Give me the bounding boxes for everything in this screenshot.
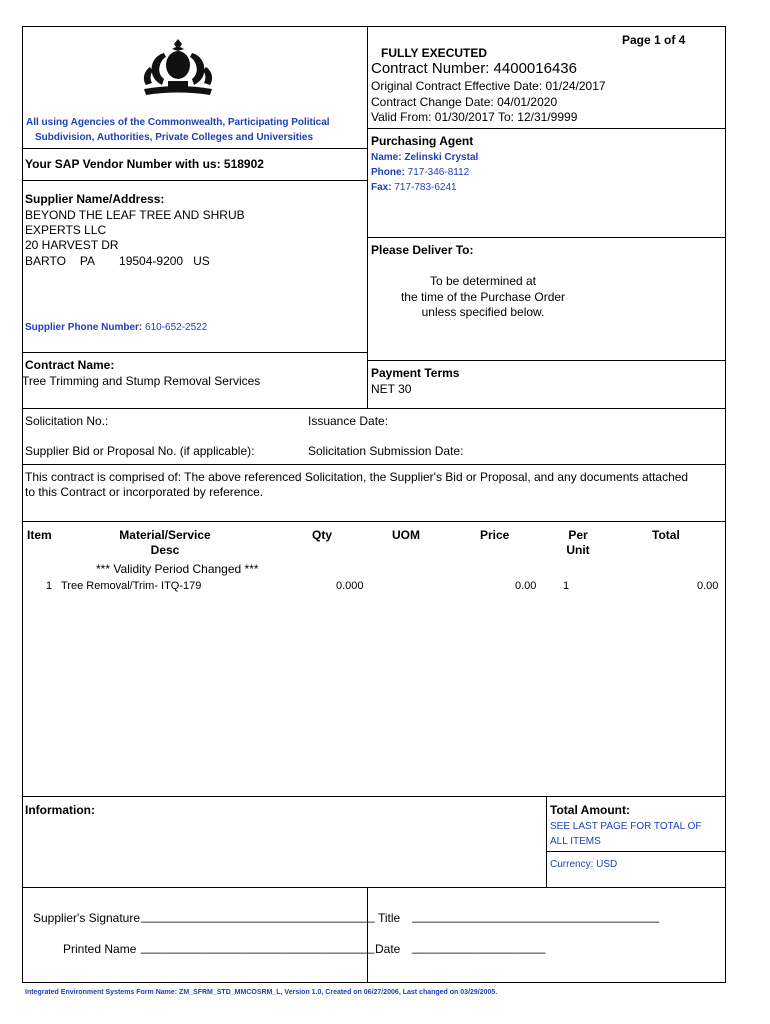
divider-right-1 (367, 128, 726, 129)
divider-signature-top (22, 887, 726, 888)
col-total-header: Total (652, 528, 680, 542)
divider-solicitation (22, 408, 726, 409)
agent-phone-value: 717-346-8112 (407, 167, 470, 178)
agencies-line-2: Subdivision, Authorities, Private Colleges and Universities (35, 132, 314, 143)
sap-vendor-number: Your SAP Vendor Number with us: 518902 (25, 157, 264, 171)
divider-items-top (22, 521, 726, 522)
row-per: 1 (563, 580, 570, 592)
validity-note: *** Validity Period Changed *** (96, 562, 259, 576)
comprised-line-2: to this Contract or incorporated by reference. (25, 485, 264, 499)
deliver-line-1: To be determined at (429, 274, 537, 288)
printed-name-label: Printed Name (63, 942, 137, 956)
divider-right-3 (367, 360, 726, 361)
table-row (0, 580, 770, 596)
col-per-header-1: Per (568, 528, 588, 542)
agencies-line-1: All using Agencies of the Commonwealth, Participating Political (26, 117, 330, 128)
supplier-phone-label: Supplier Phone Number: (25, 322, 143, 333)
agent-phone-label: Phone: (371, 167, 405, 178)
supplier-heading: Supplier Name/Address: (25, 192, 165, 206)
deliver-line-2: the time of the Purchase Order (400, 290, 566, 304)
date-label: Date (375, 942, 401, 956)
solicitation-no-label: Solicitation No.: (25, 414, 109, 428)
divider-signature-center (367, 887, 368, 983)
comprised-line-1: This contract is comprised of: The above referenced Solicitation, the Supplier's Bid or Proposal, and any documents attached (25, 470, 689, 484)
supplier-zip: 19504-9200 (119, 254, 184, 268)
supplier-phone (25, 322, 207, 333)
form-footer: Integrated Environment Systems Form Name: ZM_SFRM_STD_MMCOSRM_L, Version 1.0, Created on 06/27/2006, Last changed on 03/29/2005. (25, 989, 498, 996)
date-field[interactable]: ____________________ (412, 940, 546, 954)
divider-left-3 (22, 352, 368, 353)
page-number: Page 1 of 4 (622, 33, 686, 47)
divider-left-1 (22, 148, 368, 149)
bid-proposal-label: Supplier Bid or Proposal No. (if applicable): (25, 444, 255, 458)
divider-center-upper (367, 26, 368, 408)
col-uom-header: UOM (392, 528, 420, 542)
divider-info-top (22, 796, 726, 797)
row-total: 0.00 (697, 580, 719, 592)
supplier-signature-label: Supplier's Signature (33, 911, 141, 925)
total-amount-line-1: SEE LAST PAGE FOR TOTAL OF (550, 821, 702, 832)
information-label: Information: (25, 803, 95, 817)
divider-total-box (546, 796, 547, 888)
row-price: 0.00 (515, 580, 537, 592)
col-desc-header-1: Material/Service (119, 528, 211, 542)
deliver-heading: Please Deliver To: (371, 243, 474, 257)
col-per-header-2: Unit (566, 543, 590, 557)
supplier-country: US (193, 254, 210, 268)
col-qty-header: Qty (312, 528, 333, 542)
contract-number: Contract Number: 4400016436 (371, 60, 577, 77)
valid-range: Valid From: 01/30/2017 To: 12/31/9999 (371, 110, 578, 124)
col-desc-header-2: Desc (150, 543, 180, 557)
supplier-city: BARTO (25, 254, 66, 268)
issuance-date-label: Issuance Date: (308, 414, 389, 428)
printed-name-field[interactable]: ___________________________________ (141, 940, 375, 954)
divider-left-2 (22, 180, 368, 181)
row-desc: Tree Removal/Trim- ITQ-179 (61, 580, 202, 592)
supplier-line-1: BEYOND THE LEAF TREE AND SHRUB (25, 208, 245, 222)
contract-change-date: Contract Change Date: 04/01/2020 (371, 95, 558, 109)
agent-phone (371, 167, 469, 178)
border-right (725, 26, 726, 983)
col-price-header: Price (480, 528, 510, 542)
supplier-line-3: 20 HARVEST DR (25, 238, 119, 252)
contract-name-value: Tree Trimming and Stump Removal Services (22, 374, 261, 388)
divider-comprised (22, 464, 726, 465)
supplier-signature-field[interactable]: ___________________________________ (141, 909, 375, 923)
title-field[interactable]: _____________________________________ (412, 909, 659, 923)
agent-name (371, 152, 478, 163)
border-bottom (22, 982, 726, 983)
supplier-city-line (25, 254, 210, 268)
col-item-header: Item (27, 528, 52, 542)
divider-right-2 (367, 237, 726, 238)
supplier-phone-value: 610-652-2522 (145, 322, 208, 333)
purchasing-agent-heading: Purchasing Agent (371, 134, 474, 148)
agent-name-label: Name: (371, 152, 402, 163)
submission-date-label: Solicitation Submission Date: (308, 444, 464, 458)
border-left (22, 26, 23, 983)
total-amount-label: Total Amount: (550, 803, 630, 817)
payment-terms-value: NET 30 (371, 382, 412, 396)
row-item: 1 (46, 580, 53, 592)
commonwealth-seal-icon (138, 37, 218, 101)
title-label: Title (378, 911, 401, 925)
status-label: FULLY EXECUTED (381, 46, 488, 60)
row-qty: 0.000 (336, 580, 364, 592)
agent-fax-label: Fax: (371, 182, 392, 193)
deliver-line-3: unless specified below. (421, 305, 545, 319)
border-top (22, 26, 726, 27)
currency-label: Currency: USD (550, 859, 618, 870)
agent-fax-value: 717-783-6241 (394, 182, 457, 193)
payment-terms-heading: Payment Terms (371, 366, 460, 380)
contract-name-heading: Contract Name: (25, 358, 115, 372)
agent-fax (371, 182, 457, 193)
original-effective-date: Original Contract Effective Date: 01/24/2017 (371, 79, 606, 93)
total-amount-line-2: ALL ITEMS (550, 836, 601, 847)
supplier-line-2: EXPERTS LLC (25, 223, 107, 237)
agent-name-value: Zelinski Crystal (404, 152, 479, 163)
supplier-state: PA (79, 254, 96, 268)
divider-currency (546, 851, 726, 852)
